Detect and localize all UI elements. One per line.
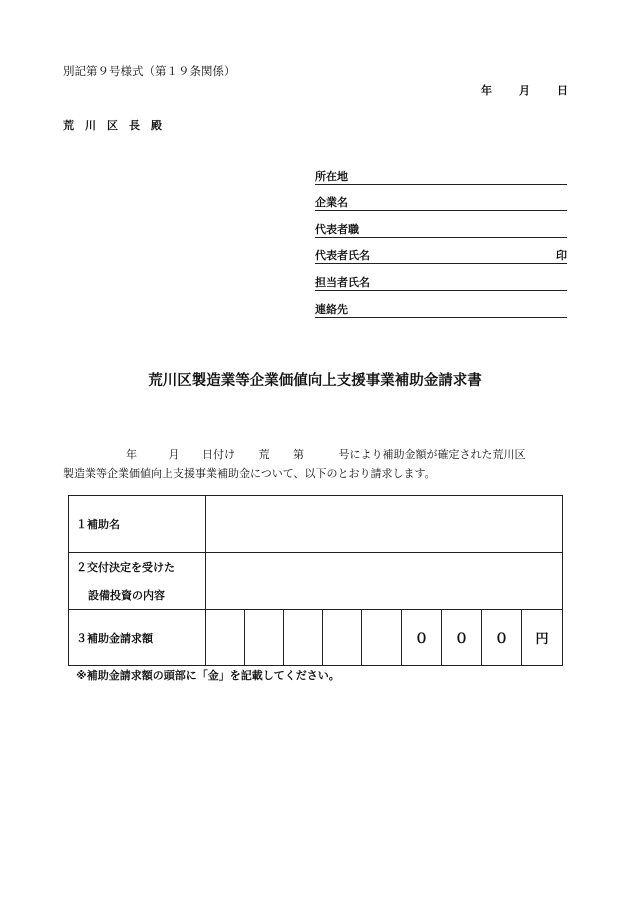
address-label: 所在地	[315, 169, 348, 183]
date-month: 月	[519, 84, 530, 97]
rep-title-label: 代表者職	[315, 222, 359, 236]
date-year: 年	[481, 84, 492, 97]
contact-label: 連絡先	[315, 302, 348, 316]
request-statement	[63, 445, 573, 483]
amount-label: ３補助金請求額	[69, 610, 206, 666]
rep-name-field[interactable]	[315, 238, 567, 265]
amount-digit-cell[interactable]	[362, 610, 402, 666]
amount-row	[69, 610, 563, 666]
statement-year: 年	[126, 448, 137, 461]
investment-label-line1: ２交付決定を受けた	[76, 561, 175, 574]
subsidy-name-input[interactable]	[206, 496, 563, 553]
amount-digit-cell[interactable]	[323, 610, 362, 666]
rep-name-label: 代表者氏名	[315, 249, 370, 263]
amount-digit-cell[interactable]: ０	[482, 610, 522, 666]
date-day: 日	[557, 84, 568, 97]
subsidy-name-label: １補助名	[69, 496, 206, 553]
statement-month: 月	[168, 448, 180, 461]
contact-field[interactable]	[315, 291, 567, 318]
seal-mark: 印	[556, 249, 567, 263]
rep-title-field[interactable]	[315, 211, 567, 238]
request-table	[68, 495, 563, 666]
amount-digit-cell[interactable]	[245, 610, 284, 666]
document-title: 荒川区製造業等企業価値向上支援事業補助金請求書	[148, 373, 482, 389]
footnote: ※補助金請求額の頭部に「金」を記載してください。	[76, 669, 340, 682]
investment-row	[69, 553, 563, 610]
currency-yen: 円	[522, 610, 563, 666]
statement-line-1	[63, 445, 573, 464]
company-label: 企業名	[315, 196, 348, 210]
amount-digit-cell[interactable]: ０	[442, 610, 482, 666]
amount-digit-cell[interactable]: ０	[402, 610, 442, 666]
contact-person-field[interactable]	[315, 264, 567, 291]
investment-label-line2: 設備投資の内容	[88, 589, 165, 602]
address-field[interactable]	[315, 158, 567, 185]
statement-line1-tail: 号により補助金額が確定された荒川区	[338, 448, 526, 461]
statement-line-2: 製造業等企業価値向上支援事業補助金について、以下のとおり請求します。	[63, 467, 436, 480]
statement-dated: 日付け	[202, 448, 235, 461]
contact-person-label: 担当者氏名	[315, 275, 370, 289]
amount-digit-cell[interactable]	[284, 610, 323, 666]
form-number: 別記第９号様式（第１９条関係）	[63, 64, 236, 78]
subsidy-name-row	[69, 496, 563, 553]
company-field[interactable]	[315, 185, 567, 212]
investment-label	[69, 553, 206, 610]
statement-ara: 荒	[258, 448, 270, 461]
applicant-block	[315, 158, 567, 318]
amount-digit-cell[interactable]	[206, 610, 245, 666]
statement-dai: 第	[293, 448, 304, 461]
investment-input[interactable]	[206, 553, 563, 610]
addressee: 荒川区長殿	[63, 119, 173, 132]
date-line	[481, 82, 568, 98]
